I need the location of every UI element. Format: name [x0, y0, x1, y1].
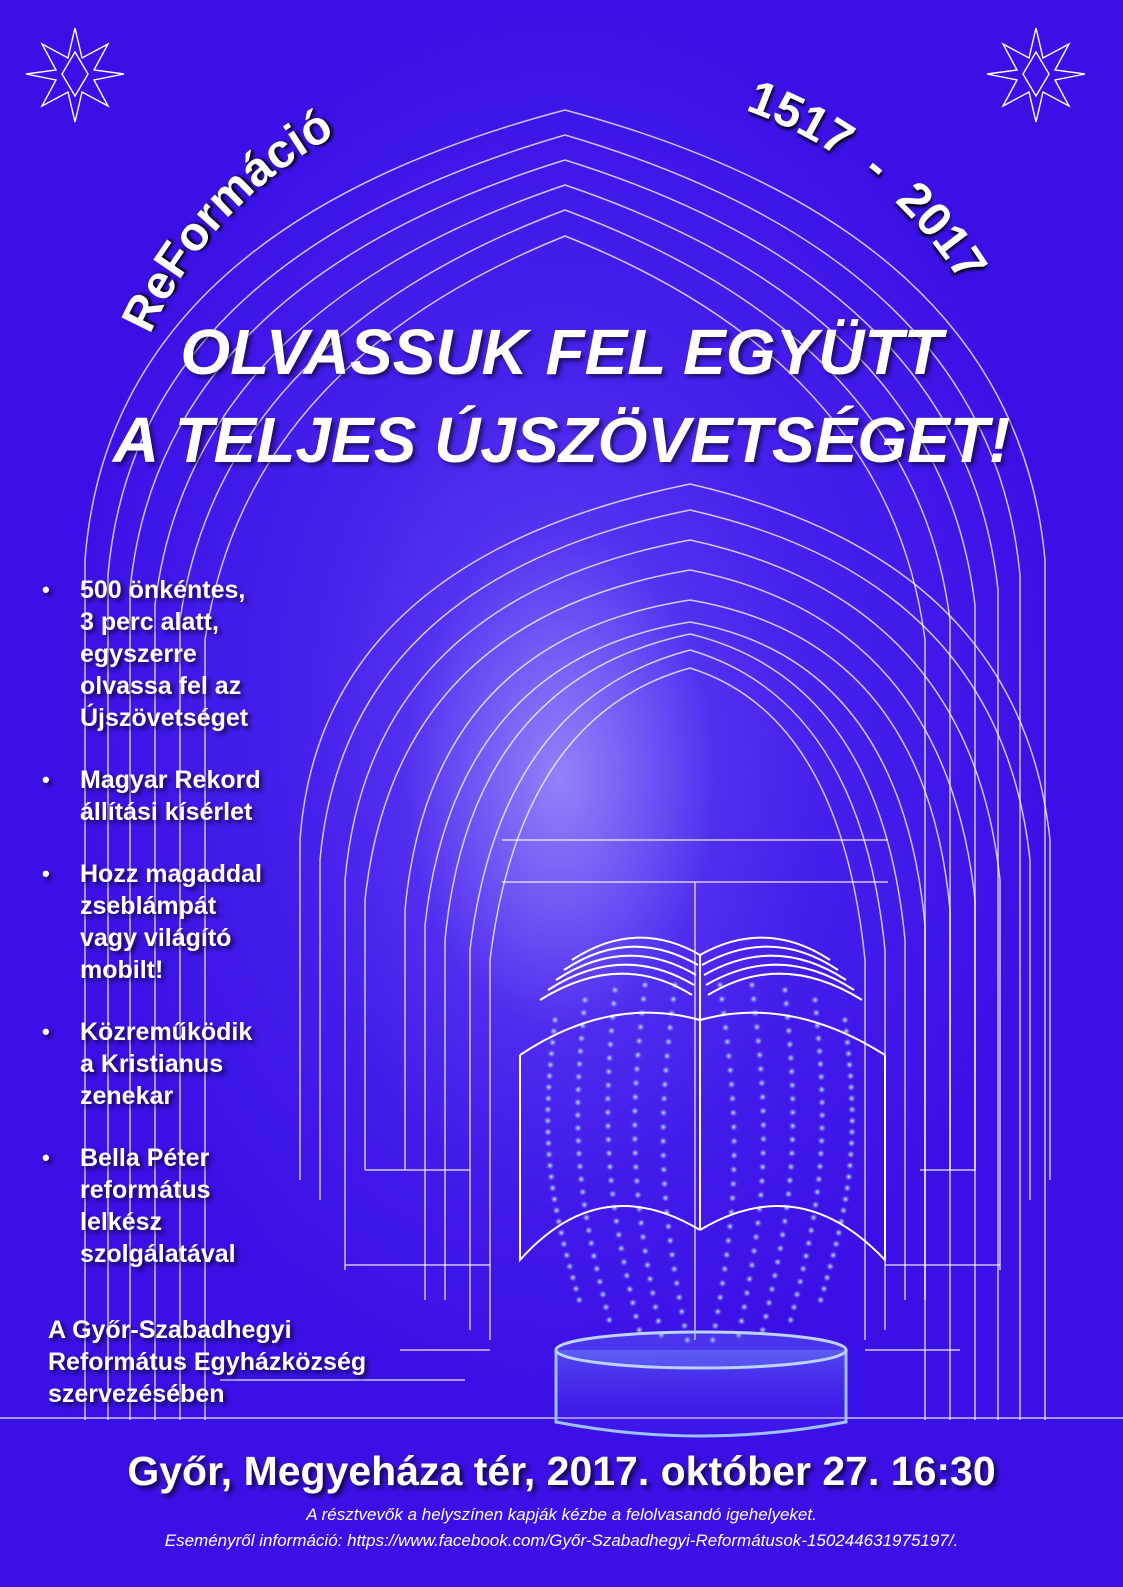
arc-left-title — [112, 99, 341, 340]
fountain-light-dot — [729, 1180, 737, 1188]
fountain-light-dot — [607, 1176, 615, 1184]
headline-line-2: A TELJES ÚJSZÖVETSÉGET! — [112, 404, 1011, 476]
fountain-light-dot — [596, 1278, 604, 1286]
fountain-light-dot — [823, 1274, 831, 1282]
fountain-light-dot — [577, 1175, 585, 1183]
fountain-light-dot — [796, 1278, 804, 1286]
fountain-light-dot — [661, 1080, 669, 1088]
fountain-light-dot — [579, 1188, 587, 1196]
fountain-light-dot — [553, 1206, 561, 1214]
fountain-light-dot — [788, 1149, 796, 1157]
fountain-light-dot — [760, 1135, 768, 1143]
open-book-illustration — [520, 938, 885, 1260]
fountain-light-dot — [787, 1163, 795, 1171]
fountain-light-dot — [815, 1034, 823, 1042]
fountain-light-dot — [609, 1190, 617, 1198]
fountain-light-dot — [848, 1117, 856, 1125]
bullet-line: a Kristianus — [80, 1050, 224, 1078]
fountain-light-dot — [832, 1240, 840, 1248]
fountain-light-dot — [843, 1038, 851, 1046]
fountain-light-dot — [847, 1150, 855, 1158]
fountain-light-dot — [723, 1038, 731, 1046]
fountain-light-dot — [728, 1080, 736, 1088]
fountain-light-dot — [546, 1061, 554, 1069]
fountain-light-dot — [574, 1086, 582, 1094]
headline-line-1: OLVASSUK FEL EGYÜTT — [180, 316, 943, 388]
fountain-light-dot — [644, 1261, 652, 1269]
fountain-light-dot — [599, 1290, 607, 1298]
fountain-light-dot — [848, 1128, 856, 1136]
fountain-light-dot — [635, 1037, 643, 1045]
fountain-light-dot — [547, 1173, 555, 1181]
fountain-light-dot — [669, 995, 677, 1003]
fountain-light-dot — [818, 1137, 826, 1145]
fountain-light-dot — [779, 1231, 787, 1239]
fountain-light-dot — [829, 1251, 837, 1259]
fountain-light-dot — [545, 1083, 553, 1091]
fountain-light-dot — [818, 1098, 826, 1106]
fountain-light-dot — [572, 1285, 580, 1293]
fountain-light-dot — [789, 1108, 797, 1116]
fountain-light-dot — [759, 1093, 767, 1101]
fountain-light-dot — [604, 1108, 612, 1116]
fountain-light-dot — [762, 1312, 770, 1320]
fountain-light-dot — [606, 1040, 614, 1048]
fountain-light-dot — [575, 1296, 583, 1304]
fountain-light-dot — [668, 1251, 676, 1259]
fountain-light-dot — [605, 1316, 613, 1324]
fountain-light-dot — [757, 1065, 765, 1073]
fountain-light-dot — [587, 1239, 595, 1247]
bullet-line: vagy világító — [80, 924, 232, 952]
fountain-light-dot — [758, 1079, 766, 1087]
fountain-light-dot — [666, 1024, 674, 1032]
bullet-line: 500 önkéntes, — [80, 576, 246, 604]
fountain-light-dot — [812, 1009, 820, 1017]
fountain-basin — [556, 1332, 846, 1436]
fountain-light-dot — [575, 1150, 583, 1158]
fountain-light-dot — [754, 1037, 762, 1045]
fountain-light-dot — [765, 1299, 773, 1307]
fountain-light-dot — [662, 1194, 670, 1202]
fountain-light-dot — [605, 1149, 613, 1157]
bullet-line: Bella Péter — [80, 1144, 210, 1172]
fountain-light-dot — [722, 1024, 730, 1032]
bullet-glyph: • — [42, 1145, 50, 1170]
bullet-line: egyszerre — [80, 640, 197, 668]
fountain-light-dot — [608, 1027, 616, 1035]
organizer-block — [48, 1314, 468, 1410]
fountain-light-dot — [544, 1128, 552, 1136]
fountain-light-dot — [563, 1251, 571, 1259]
fountain-light-dot — [818, 1086, 826, 1094]
fountain-light-dot — [641, 981, 649, 989]
bullet-glyph: • — [42, 1019, 50, 1044]
bullet-line: 3 perc alatt, — [80, 608, 219, 636]
fountain-light-dot — [815, 1175, 823, 1183]
fountain-light-dot — [748, 1261, 756, 1269]
bullet-line: református — [80, 1176, 211, 1204]
fountain-light-dot — [719, 1279, 727, 1287]
fountain-light-dot — [605, 1068, 613, 1076]
bullet-item — [40, 574, 340, 734]
fountain-light-dot — [631, 1093, 639, 1101]
fountain-light-dot — [743, 1289, 751, 1297]
fountain-light-dot — [544, 1139, 552, 1147]
fountain-light-dot — [660, 1095, 668, 1103]
fountain-light-dot — [716, 1293, 724, 1301]
fountain-light-dot — [848, 1139, 856, 1147]
bullet-line: Közreműködik — [80, 1018, 253, 1046]
fountain-light-dot — [759, 1121, 767, 1129]
organizer-line-2: Református Egyházközség — [48, 1348, 367, 1376]
fountain-light-dot — [604, 1081, 612, 1089]
bullet-item — [40, 1142, 340, 1270]
fountain-light-dot — [634, 1051, 642, 1059]
fountain-light-dot — [826, 1262, 834, 1270]
fountain-light-dot — [750, 995, 758, 1003]
fountain-light-dot — [759, 1149, 767, 1157]
fountain-light-dot — [721, 1265, 729, 1273]
fountain-light-dot — [551, 1195, 559, 1203]
fountain-light-dot — [659, 1151, 667, 1159]
fountain-light-dot — [786, 1176, 794, 1184]
fountain-light-dot — [738, 1317, 746, 1325]
fountain-light-dot — [649, 1289, 657, 1297]
fountain-light-dot — [842, 1195, 850, 1203]
info-link[interactable]: Eseményről információ: https://www.facebook.com/Győr-Szabadhegyi-Reformátusok-150244631975197/. — [164, 1531, 959, 1550]
fountain-light-dot — [723, 1251, 731, 1259]
fountain-light-dot — [753, 1023, 761, 1031]
fountain-light-dot — [617, 1244, 625, 1252]
fountain-light-dot — [817, 1296, 825, 1304]
fountain-light-dot — [613, 1217, 621, 1225]
bullet-line: zenekar — [80, 1082, 174, 1110]
fountain-light-dot — [578, 1034, 586, 1042]
fountain-light-dot — [629, 1299, 637, 1307]
fountain-light-dot — [788, 1081, 796, 1089]
fountain-light-dot — [606, 1163, 614, 1171]
fountain-light-dot — [580, 1009, 588, 1017]
fountain-light-dot — [816, 1047, 824, 1055]
fountain-light-dot — [637, 1219, 645, 1227]
fountain-light-dot — [633, 1065, 641, 1073]
fountain-light-dot — [790, 1303, 798, 1311]
bullet-line: állítási kísérlet — [80, 798, 253, 826]
fountain-light-dot — [845, 1050, 853, 1058]
fountain-light-dot — [730, 1137, 738, 1145]
fountain-light-dot — [843, 1184, 851, 1192]
fountain-light-dot — [566, 1262, 574, 1270]
fountain-light-dot — [602, 1303, 610, 1311]
bullet-line: mobilt! — [80, 956, 164, 984]
fountain-light-dot — [781, 986, 789, 994]
fountain-light-dot — [549, 1184, 557, 1192]
fountain-light-dot — [754, 1219, 762, 1227]
bullet-line: lelkész — [80, 1208, 163, 1236]
fountain-light-dot — [675, 1293, 683, 1301]
bullet-list — [40, 574, 340, 1300]
fountain-light-dot — [639, 1233, 647, 1241]
fountain-light-dot — [759, 1107, 767, 1115]
fountain-light-dot — [789, 1122, 797, 1130]
bullet-line: szolgálatával — [80, 1240, 236, 1268]
fountain-light-dot — [787, 1054, 795, 1062]
fountain-light-dot — [662, 1066, 670, 1074]
arc-left-text: ReFormáció — [112, 98, 342, 340]
headline — [0, 308, 1123, 484]
fountain-light-dot — [632, 1312, 640, 1320]
fountain-light-dot — [774, 1258, 782, 1266]
fountain-light-dot — [841, 1016, 849, 1024]
fountain-light-dot — [660, 1109, 668, 1117]
fountain-light-dot — [604, 1136, 612, 1144]
fountain-light-dot — [793, 1290, 801, 1298]
fountain-light-dot — [611, 986, 619, 994]
fountain-light-dot — [846, 1061, 854, 1069]
fountain-light-dot — [812, 1201, 820, 1209]
fountain-light-dot — [637, 1023, 645, 1031]
fountain-light-dot — [574, 1111, 582, 1119]
fountain-light-dot — [633, 1177, 641, 1185]
fountain-light-dot — [631, 1121, 639, 1129]
fountain-light-dot — [818, 1111, 826, 1119]
arc-right-years — [741, 71, 997, 290]
fountain-light-dot — [659, 1123, 667, 1131]
fountain-light-dot — [714, 1308, 722, 1316]
fountain-light-dot — [665, 1038, 673, 1046]
fountain-light-dot — [816, 1162, 824, 1170]
bullet-glyph: • — [42, 577, 50, 602]
fountain-light-dot — [544, 1106, 552, 1114]
fountain-light-dot — [820, 1285, 828, 1293]
fountain-light-dot — [718, 995, 726, 1003]
fountain-light-dot — [807, 1226, 815, 1234]
fountain-light-dot — [544, 1094, 552, 1102]
fountain-light-dot — [660, 1166, 668, 1174]
fountain-light-dot — [681, 1322, 689, 1330]
bullet-item — [40, 858, 340, 986]
participant-note: A résztvevők a helyszínen kapják kézbe a felolvasandó igehelyeket. — [306, 1505, 817, 1524]
star-icon — [987, 28, 1085, 122]
fountain-light-dot — [848, 1106, 856, 1114]
fountain-light-dot — [848, 1094, 856, 1102]
fountain-light-dot — [654, 1317, 662, 1325]
fountain-light-dot — [725, 1052, 733, 1060]
fountain-light-dot — [663, 1052, 671, 1060]
fountain-light-dot — [730, 1123, 738, 1131]
arc-right-text: 1517 - 2017 — [741, 70, 997, 290]
fountain-light-dot — [729, 1095, 737, 1103]
fountain-light-dot — [847, 1083, 855, 1091]
fountain-light-dot — [771, 1272, 779, 1280]
fountain-light-dot — [560, 1240, 568, 1248]
fountain-light-dot — [729, 1109, 737, 1117]
fountain-light-dot — [799, 1265, 807, 1273]
fountain-light-dot — [604, 1095, 612, 1103]
fountain-light-dot — [802, 1252, 810, 1260]
fountain-light-dot — [759, 1163, 767, 1171]
fountain-light-dot — [818, 1124, 826, 1132]
fountain-light-dot — [752, 1233, 760, 1241]
bullet-line: Magyar Rekord — [80, 766, 261, 794]
fountain-light-dot — [581, 1201, 589, 1209]
fountain-light-dot — [670, 1265, 678, 1273]
fountain-light-dot — [789, 1095, 797, 1103]
fountain-light-dot — [549, 1038, 557, 1046]
fountain-light-dot — [557, 1229, 565, 1237]
fountain-light-dot — [576, 1060, 584, 1068]
fountain-light-dot — [711, 1322, 719, 1330]
fountain-light-dot — [750, 1247, 758, 1255]
bullet-line: Hozz magaddal — [80, 860, 262, 888]
fountain-light-dot — [673, 1279, 681, 1287]
fountain-light-dot — [641, 1247, 649, 1255]
fountain-light-dot — [840, 1206, 848, 1214]
bullet-item — [40, 764, 340, 828]
fountain-light-dot — [666, 1237, 674, 1245]
fountain-light-dot — [631, 1107, 639, 1115]
fountain-light-dot — [846, 1162, 854, 1170]
organizer-line-3: szervezésében — [48, 1380, 225, 1408]
fountain-light-dot — [576, 1047, 584, 1055]
fountain-light-dot — [632, 1163, 640, 1171]
fountain-light-dot — [817, 1073, 825, 1081]
fountain-light-dot — [835, 1229, 843, 1237]
fountain-light-dot — [652, 1303, 660, 1311]
fountain-light-dot — [678, 1308, 686, 1316]
fountain-light-dot — [782, 1000, 790, 1008]
fountain-light-dot — [845, 1173, 853, 1181]
fountain-light-dot — [768, 1285, 776, 1293]
fountain-light-dot — [817, 1060, 825, 1068]
fountain-light-dot — [817, 1150, 825, 1158]
organizer-line-1: A Győr-Szabadhegyi — [48, 1316, 292, 1344]
fountain-light-dot — [620, 1258, 628, 1266]
fountain-light-dot — [576, 1162, 584, 1170]
fountain-light-dot — [623, 1272, 631, 1280]
fountain-light-dot — [810, 1214, 818, 1222]
fountain-light-dot — [626, 1285, 634, 1293]
fountain-light-dot — [551, 1016, 559, 1024]
fountain-light-dot — [788, 1068, 796, 1076]
fountain-light-dot — [805, 1239, 813, 1247]
fountain-light-dot — [615, 1231, 623, 1239]
fountain-light-dot — [590, 1252, 598, 1260]
fountain-light-dot — [789, 1136, 797, 1144]
fountain-light-dot — [811, 996, 819, 1004]
fountain-light-dot — [787, 1316, 795, 1324]
fountain-light-dot — [758, 1177, 766, 1185]
fountain-light-dot — [847, 1072, 855, 1080]
fountain-light-dot — [581, 996, 589, 1004]
fountain-light-dot — [640, 995, 648, 1003]
fountain-light-dot — [746, 1275, 754, 1283]
fountain-light-dot — [726, 1222, 734, 1230]
fountain-light-dot — [632, 1079, 640, 1087]
fountain-light-dot — [757, 1191, 765, 1199]
fountain-light-dot — [659, 1137, 667, 1145]
fountain-light-dot — [726, 1066, 734, 1074]
fountain-light-dot — [575, 1073, 583, 1081]
fountain-light-dot — [548, 1050, 556, 1058]
fountain-light-dot — [730, 1166, 738, 1174]
bullet-line: zseblámpát — [80, 892, 217, 920]
bullet-glyph: • — [42, 861, 50, 886]
fountain-light-dot — [583, 1214, 591, 1222]
fountain-light-dot — [585, 1226, 593, 1234]
fountain-light-dot — [574, 1098, 582, 1106]
fountain-light-dot — [730, 1151, 738, 1159]
fountain-light-dot — [785, 1027, 793, 1035]
fountain-light-dot — [776, 1244, 784, 1252]
fountain-light-dot — [546, 1072, 554, 1080]
fountain-light-dot — [574, 1124, 582, 1132]
fountain-light-dot — [569, 1274, 577, 1282]
fountain-light-dot — [604, 1122, 612, 1130]
fountain-light-dot — [593, 1265, 601, 1273]
fountain-light-dot — [661, 1180, 669, 1188]
bullet-line: Újszövetséget — [80, 704, 249, 732]
fountain-light-dot — [606, 1054, 614, 1062]
fountain-light-dot — [729, 1194, 737, 1202]
star-icon — [26, 28, 124, 122]
fountain-light-dot — [786, 1040, 794, 1048]
fountain-light-dot — [785, 1190, 793, 1198]
event-location-time: Győr, Megyeháza tér, 2017. október 27. 16:30 — [127, 1448, 996, 1494]
fountain-light-dot — [546, 1162, 554, 1170]
bullet-line: olvassa fel az — [80, 672, 242, 700]
fountain-light-dot — [646, 1275, 654, 1283]
bullet-item — [40, 1016, 340, 1112]
fountain-light-dot — [756, 1051, 764, 1059]
fountain-light-dot — [664, 1222, 672, 1230]
fountain-light-dot — [631, 1135, 639, 1143]
fountain-light-dot — [610, 1000, 618, 1008]
fountain-light-dot — [740, 1303, 748, 1311]
fountain-light-dot — [748, 981, 756, 989]
bullet-glyph: • — [42, 767, 50, 792]
fountain-light-dot — [631, 1149, 639, 1157]
fountain-light-dot — [724, 1237, 732, 1245]
fountain-light-dot — [545, 1150, 553, 1158]
fountain-light-dot — [813, 1188, 821, 1196]
fountain-light-dot — [781, 1217, 789, 1225]
fountain-light-dot — [634, 1191, 642, 1199]
fountain-light-dot — [574, 1137, 582, 1145]
fountain-light-dot — [544, 1117, 552, 1125]
